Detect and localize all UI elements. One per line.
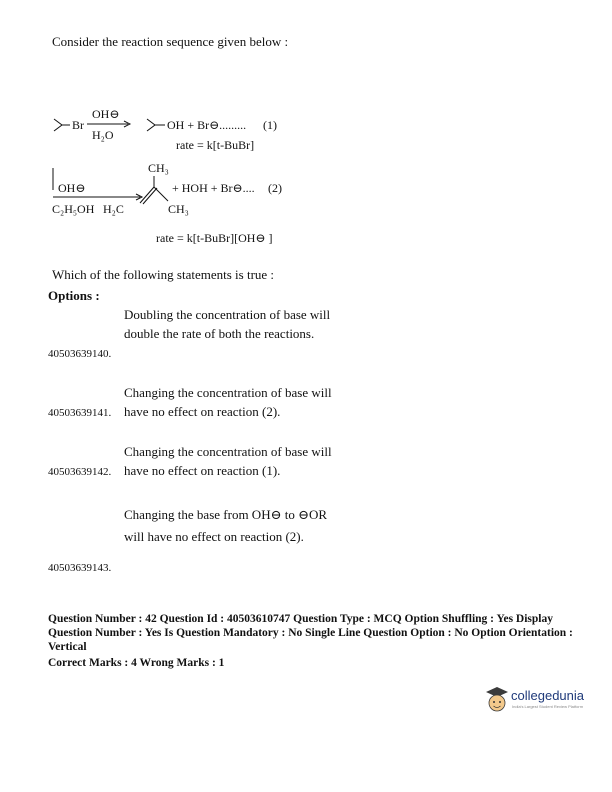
reaction-1-number: (1): [263, 118, 277, 132]
graduate-mascot-icon: [484, 686, 510, 714]
ch3-top-label: CH₃: [148, 161, 169, 175]
question-intro: Consider the reaction sequence given below :: [52, 34, 289, 49]
reagent-water-label: H₂O: [92, 128, 114, 142]
logo-name: collegedunia: [511, 688, 585, 703]
reaction-1-products: OH + Br⊖.........: [167, 118, 247, 132]
marks-info: Correct Marks : 4 Wrong Marks : 1: [48, 657, 225, 669]
reaction-2-products: + HOH + Br⊖....: [172, 181, 255, 195]
reaction-1-rate: rate = k[t-BuBr]: [176, 138, 255, 152]
question-meta: Question Number : 42 Question Id : 40503610747 Question Type : MCQ Option Shuffling : Yes Display Question Number : Yes Is Question Mandatory : No Single Line Question Option : No Option Orientation : Vertical: [48, 613, 573, 653]
h2c-label: H₂C: [103, 202, 124, 216]
logo-tagline: India's Largest Student Review Platform: [512, 704, 584, 709]
option-1-text[interactable]: Doubling the concentration of base will double the rate of both the reactions.: [124, 307, 331, 341]
option-4-id: 40503639143.: [48, 562, 112, 574]
option-2-text[interactable]: Changing the concentration of base will have no effect on reaction (2).: [124, 385, 332, 419]
tert-butyl-skeleton-icon: [52, 118, 72, 132]
reactant-br-label: Br: [72, 118, 84, 132]
collegedunia-logo: [484, 684, 594, 718]
option-2-id: 40503639141.: [48, 407, 112, 419]
option-1-id: 40503639140.: [48, 348, 112, 360]
isobutylene-bonds-icon: [128, 175, 172, 207]
option-3-text[interactable]: Changing the concentration of base will have no effect on reaction (1).: [124, 444, 332, 478]
options-label: Options :: [48, 288, 100, 303]
bracket-line-icon: [51, 168, 57, 192]
tert-butyl-product-icon: [145, 118, 167, 132]
option-4-text[interactable]: Changing the base from OH⊖ to ⊖OR will have no effect on reaction (2).: [124, 507, 328, 544]
reagent-oh-label: OH⊖: [92, 107, 120, 121]
question-prompt: Which of the following statements is true :: [52, 267, 275, 282]
reaction-2-rate: rate = k[t-BuBr][OH⊖ ]: [156, 231, 273, 245]
option-3-id: 40503639142.: [48, 466, 112, 478]
reaction-2-number: (2): [268, 181, 282, 195]
reagent-ethanol-label: C₂H₅OH: [52, 202, 95, 216]
reaction-arrow-icon: [86, 120, 132, 128]
ch3-bottom-label: CH₃: [168, 202, 189, 216]
reagent-2-oh-label: OH⊖: [58, 181, 86, 195]
